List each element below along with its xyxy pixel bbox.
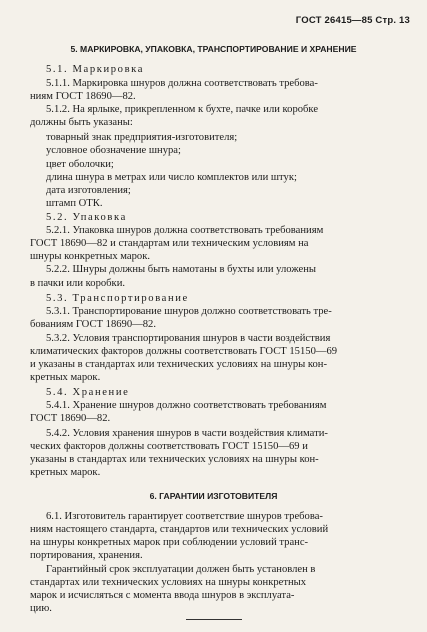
paragraph-line: кретных марок.: [30, 467, 101, 478]
paragraph-line: ГОСТ 18690—82 и стандартам или техническим условиям на: [30, 238, 309, 249]
list-item: длина шнура в метрах или число комплектов или штук;: [46, 172, 297, 183]
paragraph-line: марок и исчисляться с момента ввода шнуров в эксплуата-: [30, 590, 295, 601]
paragraph-line: в пачки или коробки.: [30, 278, 126, 289]
paragraph-line: 6.1. Изготовитель гарантирует соответствие шнуров требова-: [46, 511, 323, 522]
paragraph-line: указаны в стандартах или технических условиях на шнуры кон-: [30, 454, 319, 465]
paragraph-line: ниям настоящего стандарта, стандартов или технических условий: [30, 524, 329, 535]
paragraph-line: портирования, хранения.: [30, 550, 143, 561]
paragraph-line: 5.1.1. Маркировка шнуров должна соответствовать требова-: [46, 78, 318, 89]
list-item: дата изготовления;: [46, 185, 131, 196]
section-6-title: 6. ГАРАНТИИ ИЗГОТОВИТЕЛЯ: [149, 491, 278, 501]
list-item: условное обозначение шнура;: [46, 145, 181, 156]
list-item: товарный знак предприятия-изготовителя;: [46, 132, 238, 143]
paragraph-line: 5.2.2. Шнуры должны быть намотаны в бухты или уложены: [46, 264, 316, 275]
list-item: цвет оболочки;: [46, 159, 114, 170]
closing-rule: [186, 619, 242, 620]
paragraph-line: должны быть указаны:: [30, 117, 133, 128]
paragraph-line: стандартах или технических условиях на шнуры конкретных: [30, 577, 307, 588]
paragraph-line: Гарантийный срок эксплуатации должен быть установлен в: [46, 564, 316, 575]
subsection-5-2-title: 5.2. Упаковка: [46, 212, 127, 223]
paragraph-line: 5.3.2. Условия транспортирования шнуров в части воздействия: [46, 333, 331, 344]
paragraph-line: на шнуры конкретных марок при соблюдении условий транс-: [30, 537, 309, 548]
paragraph-line: бованиям ГОСТ 18690—82.: [30, 319, 156, 330]
subsection-5-1-title: 5.1. Маркировка: [46, 64, 145, 75]
list-item: штамп ОТК.: [46, 198, 103, 209]
paragraph-line: 5.4.2. Условия хранения шнуров в части воздействия климати-: [46, 428, 328, 439]
paragraph-line: кретных марок.: [30, 372, 101, 383]
paragraph-line: 5.3.1. Транспортирование шнуров должно соответствовать тре-: [46, 306, 332, 317]
running-header: ГОСТ 26415—85 Стр. 13: [295, 15, 410, 26]
paragraph-line: 5.2.1. Упаковка шнуров должна соответствовать требованиям: [46, 225, 324, 236]
paragraph-line: цию.: [30, 603, 52, 614]
section-5-title: 5. МАРКИРОВКА, УПАКОВКА, ТРАНСПОРТИРОВАНИЕ И ХРАНЕНИЕ: [70, 44, 357, 54]
paragraph-line: 5.4.1. Хранение шнуров должно соответствовать требованиям: [46, 400, 327, 411]
paragraph-line: ГОСТ 18690—82.: [30, 413, 111, 424]
paragraph-line: климатических факторов должны соответствовать ГОСТ 15150—69: [30, 346, 338, 357]
paragraph-line: и указаны в стандартах или технических условиях на шнуры кон-: [30, 359, 328, 370]
paragraph-line: 5.1.2. На ярлыке, прикрепленном к бухте, пачке или коробке: [46, 104, 319, 115]
subsection-5-3-title: 5.3. Транспортирование: [46, 293, 189, 304]
paragraph-line: ниям ГОСТ 18690—82.: [30, 91, 136, 102]
subsection-5-4-title: 5.4. Хранение: [46, 387, 130, 398]
paragraph-line: шнуры конкретных марок.: [30, 251, 150, 262]
paragraph-line: ческих факторов должны соответствовать ГОСТ 15150—69 и: [30, 441, 308, 452]
